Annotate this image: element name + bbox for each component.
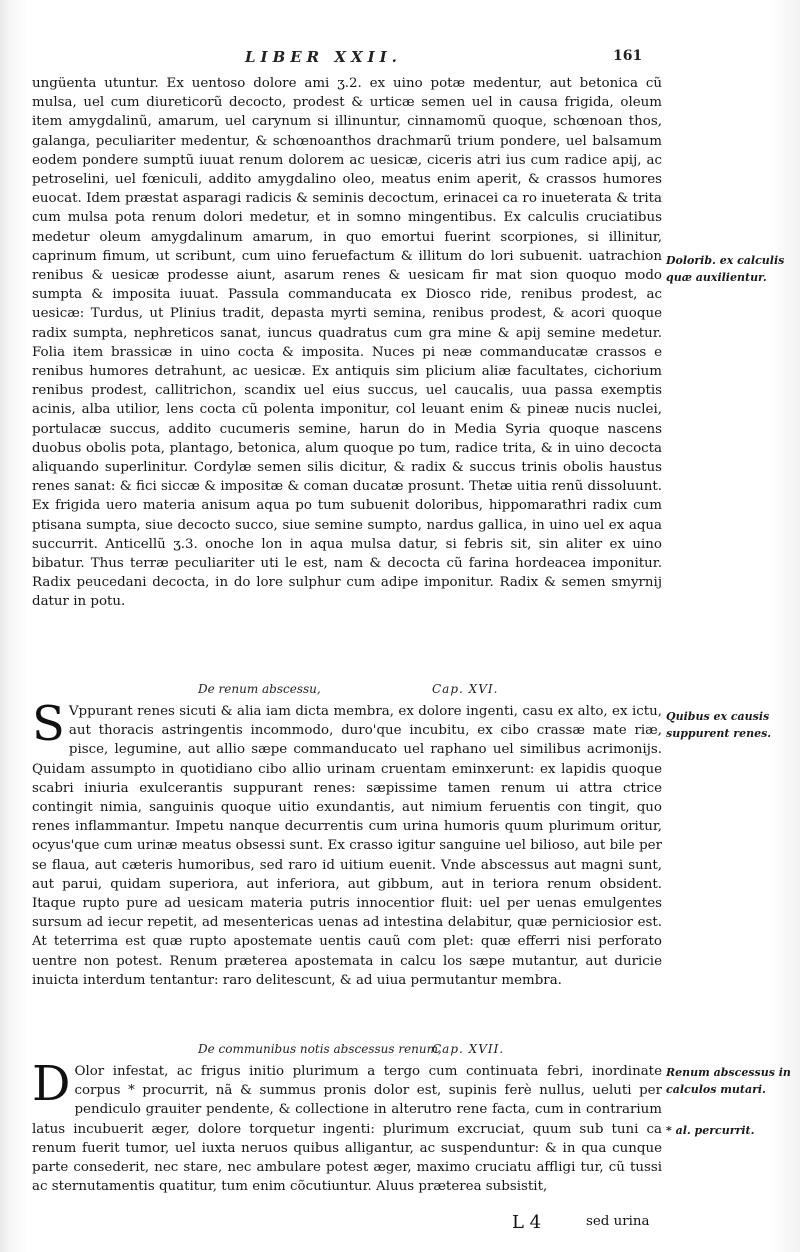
chapter-17-initial: D — [32, 1062, 71, 1112]
chapter-16-number: Cap. XVI. — [432, 682, 499, 696]
running-head: LIBER XXII. — [245, 48, 402, 66]
chapter-17-heading — [180, 1042, 640, 1060]
catchword: sed urina — [586, 1214, 650, 1229]
signature-mark: L 4 — [512, 1212, 542, 1233]
chapter-16-initial: S — [32, 702, 65, 752]
folio-number: 161 — [613, 48, 643, 64]
chapter-16-paragraph: Vppurant renes sicuti & alia iam dicta membra, ex dolore ingenti, casu ex alto, ex ictu, aut thoracis astringentis incommodo, duro'que incubitu, ex cibo crassæ mate riæ, pisce, legumine, aut allio sæpe commanducato uel raphano uel similibus acrimonijs. Quidam assumpto in quotidiano cibo allio urinam cruentam eminxerunt: ex lapidis quoque scabri iniuria exulcerantis suppurant renes: sæpissime tamen renum ui attra ctrice contingit nimia, sanguinis quoque uitio exundantis, aut nimium feruentis con tingit, quo renes inflammantur. Impetu nanque decurrentis cum urina humoris quum plurimum oritur, ocyus'que cum urinæ meatus obsessi sunt. Ex crasso igitur sanguine uel bilioso, aut bile per se flaua, aut cæteris humoribus, sed raro id uitium euenit. Vnde abscessus aut magni sunt, aut parui, quidam superiora, aut inferiora, aut gibbum, aut in teriora renum obsident. Itaque rupto pure ad uesicam materia putris innocentior fluit: uel per uenas emulgentes sursum ad iecur repetit, ad mesentericas uenas ad intestina delabitur, quæ perniciosior est. At teterrima est quæ rupto apostemate uentis cauũ com plet: quæ efferri nisi perforato uentre non potest. Renum præterea apostemata in calcu los sæpe mutantur, aut duricie inuicta interdum tentantur: raro delitescunt, & ad uiua permutantur membra. — [32, 704, 662, 988]
chapter-16-heading — [180, 682, 640, 700]
body-paragraph: ungüenta utuntur. Ex uentoso dolore ami ʒ.2. ex uino potæ medentur, aut betonica cũ mulsa, uel cum diureticorũ decocto, prodest & urticæ semen uel in causa frigida, oleum item amygdalinũ, amarum, uel carynum si illinuntur, cinnamomũ quoque, schœnoan thos, galanga, peculiariter medentur, & schœnoanthos drachmarũ trium pondere, uel balsamum eodem pondere sumptũ iuuat renum dolorem ac uesicæ, ciceris atri ius cum radice apij, ac petroselini, uel fœniculi, addito amygdalino oleo, meatus enim aperit, & crassos humores euocat. Idem præstat asparagi radicis & seminis decoctum, erinacei ca ro inueterata & trita cum mulsa pota renum dolori medetur, et in somno mingentibus. Ex calculis cruciatibus medetur oleum amygdalinum amarum, in quo emortui fuerint scorpiones, si illinitur, caprinum fimum, ut scribunt, cum uino feruefactum & illitum do lori subuenit. uatrachion renibus & uesicæ prodesse aiunt, asarum renes & uesicam fir mat sion quoquo modo sumpta & imposita iuuat. Passula commanducata ex Diosco ride, renibus prodest, ac uesicæ: Turdus, ut Plinius tradit, depasta myrti semina, renibus prodest, & acori quoque radix sumpta, nephreticos sanat, iuncus quadratus cum gra mine & apij semine medetur. Folia item brassicæ in uino cocta & imposita. Nuces pi neæ commanducatæ crassos e renibus humores detrahunt, ac uesicæ. Ex antiquis sim plicium aliæ facultates, cichorium renibus prodest, callitrichon, scandix uel eius succus, uel caucalis, uua passa exemptis acinis, alba utilior, lens cocta cũ polenta imponitur, col leuant enim & pineæ nucis nuclei, portulacæ succus, addito cucumeris semine, harun do in Media Syria quoque nascens duobus obolis pota, plantago, betonica, alum quoque po tum, radice trita, & in uino decocta aliquando superlinitur. Cordylæ semen silis dicitur, & radix & succus trinis obolis haustus renes sanat: & fici siccæ & impositæ & coman ducatæ prosunt. Thetæ uitia renũ dissoluunt. Ex frigida uero materia anisum aqua po tum subuenit doloribus, hippomarathri radix cum ptisana sumpta, siue decocto succo, siue semine sumpto, nardus gallica, in uino uel ex aqua succurrit. Anticellũ ʒ.3. onoche lon in aqua mulsa datur, si febris sit, sin aliter ex uino bibatur. Thus terræ peculiariter uti le est, nam & decocta cũ farina hordeacea imponitur. Radix peucedani decocta, in do lore sulphur cum adipe imponitur. Radix & semen smyrnij datur in potu. — [32, 76, 662, 610]
margin-note-calculi: Dolorib. ex calculis quæ auxilientur. — [666, 254, 785, 284]
page-footer — [0, 1212, 800, 1238]
chapter-17-title: De communibus notis abscessus renum, — [198, 1042, 442, 1056]
margin-note-abscess: Renum abscessus in calculos mutari. — [666, 1066, 791, 1096]
chapter-17-paragraph: Olor infestat, ac frigus initio plurimum a tergo cum continuata febri, inordinate corpus * procurrit, nã & summus pronis dolor est, supinis ferè nullus, ueluti per pendiculo grauiter pendente, & collectione in alterutro rene facta, cum in contrarium latus incubuerit æger, dolore torquetur ingenti: plurimum excruciat, quum sub tuni ca renum fuerit tumor, uel iuxta neruos quibus alligantur, ac suspenduntur: & in qua cunque parte consederit, nec stare, nec ambulare potest æger, maximo cruciatu affligi tur, cũ tussi ac sternutamentis quatitur, tum enim cõcutiuntur. Aluus præterea subsistit, — [32, 1064, 662, 1195]
chapter-17-number: Cap. XVII. — [432, 1042, 505, 1056]
page-header — [0, 48, 800, 74]
chapter-16-title: De renum abscessu, — [198, 682, 321, 696]
chapter-17-text-block — [32, 1062, 662, 1212]
margin-note-suppuration: Quibus ex causis suppurent renes. — [666, 710, 772, 740]
main-text-block — [32, 74, 662, 670]
chapter-16-text-block — [32, 702, 662, 1032]
margin-note-variant: * al. percurrit. — [666, 1124, 755, 1137]
